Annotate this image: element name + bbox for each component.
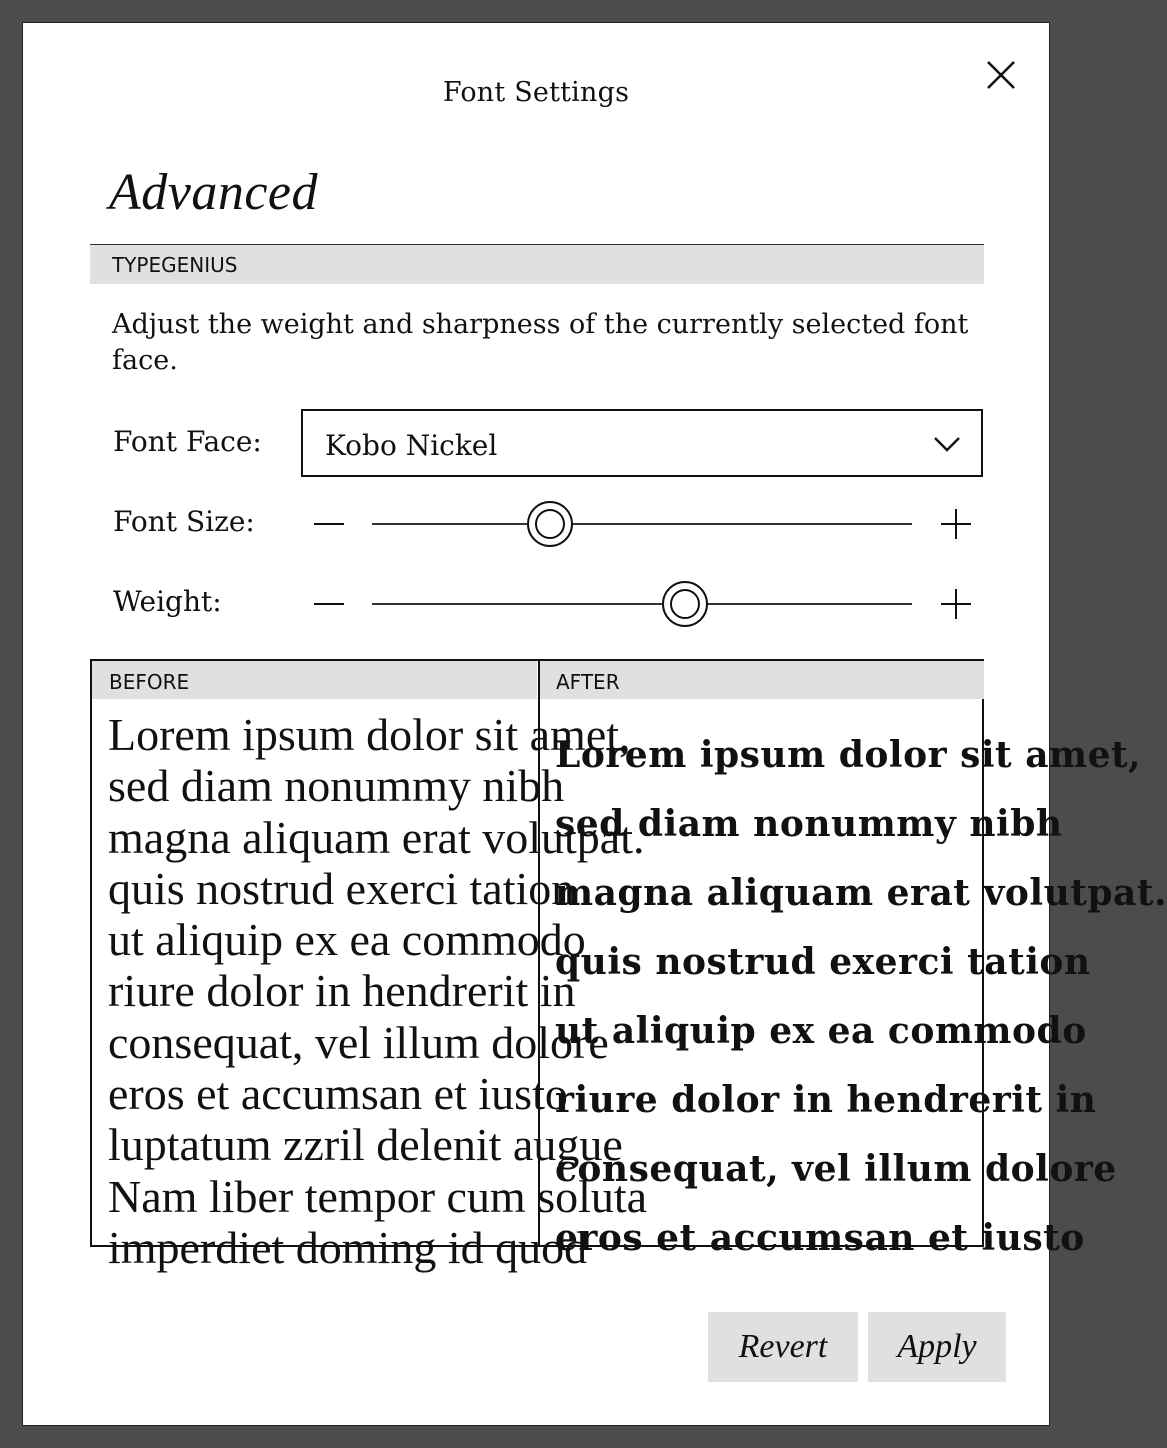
after-sample-text — [555, 721, 1167, 1273]
plus-icon — [941, 589, 971, 619]
apply-button[interactable]: Apply — [868, 1312, 1006, 1382]
sample-text-line: sed diam nonummy nibh — [108, 760, 565, 812]
sample-text-line: eros et accumsan et iusto — [108, 1068, 568, 1120]
weight-slider-handle[interactable] — [662, 581, 708, 627]
sample-text-line: Lorem ipsum dolor sit amet, — [555, 734, 1142, 776]
sample-text-line: quis nostrud exerci tation — [108, 862, 575, 914]
sample-text-line: ut aliquip ex ea commodo — [108, 914, 586, 966]
close-button[interactable] — [981, 55, 1021, 95]
weight-decrease-button[interactable] — [314, 589, 344, 619]
close-icon — [981, 55, 1021, 95]
minus-icon — [314, 589, 344, 619]
sample-text-line: riure dolor in hendrerit in — [555, 1079, 1097, 1121]
weight-slider-track[interactable] — [372, 603, 912, 605]
minus-icon — [314, 509, 344, 539]
section-band-label: TYPEGENIUS — [112, 253, 238, 277]
font-size-increase-button[interactable] — [941, 509, 971, 539]
sample-text-line: consequat, vel illum dolore — [108, 1016, 609, 1068]
after-pane-header — [540, 661, 984, 699]
after-pane — [538, 661, 1167, 1259]
sample-text-line: magna aliquam erat volutpat. — [108, 811, 645, 863]
font-face-label: Font Face: — [113, 425, 262, 458]
revert-button[interactable]: Revert — [708, 1312, 858, 1382]
dialog-title: Font Settings — [442, 77, 630, 108]
before-pane-header — [92, 661, 537, 699]
sample-text-line: Nam liber tempor cum soluta — [108, 1170, 648, 1222]
sample-text-line: imperdiet doming id quod — [108, 1221, 588, 1273]
weight-label: Weight: — [113, 585, 222, 618]
font-face-dropdown[interactable] — [301, 409, 983, 477]
sample-text-line: riure dolor in hendrerit in — [108, 965, 576, 1017]
sample-text-line: sed diam nonummy nibh — [555, 803, 1063, 845]
plus-icon — [941, 509, 971, 539]
after-pane-label: AFTER — [556, 670, 620, 694]
before-pane-label: BEFORE — [109, 670, 190, 694]
preview-panel — [90, 659, 1167, 1273]
chevron-down-icon — [933, 435, 961, 453]
sample-text-line: Lorem ipsum dolor sit amet, — [108, 709, 631, 760]
font-size-label: Font Size: — [113, 505, 255, 538]
weight-increase-button[interactable] — [941, 589, 971, 619]
section-description: Adjust the weight and sharpness of the currently selected font face. — [112, 309, 969, 376]
sample-text-line: luptatum zzril delenit augue — [108, 1119, 623, 1171]
sample-text-line: ut aliquip ex ea commodo — [555, 1010, 1087, 1052]
section-heading: Advanced — [109, 164, 319, 221]
font-settings-dialog — [22, 22, 1167, 1426]
font-size-slider-track[interactable] — [372, 523, 912, 525]
sample-text-line: magna aliquam erat volutpat. — [555, 872, 1167, 914]
sample-text-line: consequat, vel illum dolore — [555, 1148, 1117, 1190]
sample-text-line: eros et accumsan et iusto — [555, 1217, 1085, 1259]
font-face-value: Kobo Nickel — [325, 429, 498, 462]
sample-text-line: quis nostrud exerci tation — [555, 941, 1091, 983]
font-size-slider-handle[interactable] — [527, 501, 573, 547]
font-size-decrease-button[interactable] — [314, 509, 344, 539]
